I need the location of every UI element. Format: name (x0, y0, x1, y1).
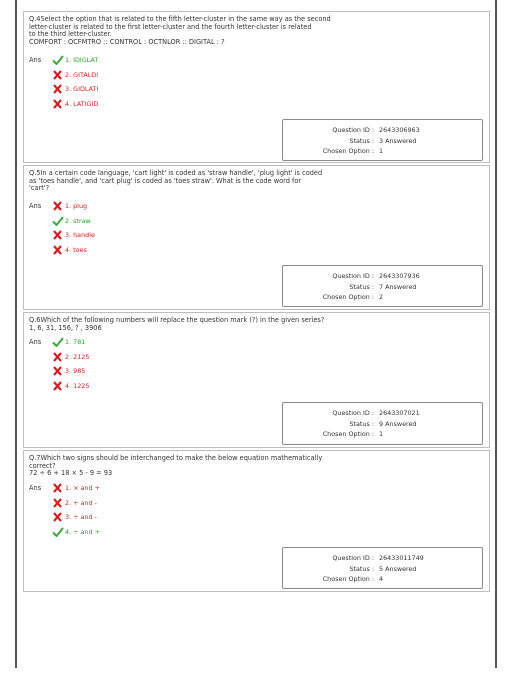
ans-label: Ans (29, 484, 42, 492)
question-id-row (283, 126, 482, 135)
question-text: Q.5In a certain code language, 'cart light' is coded as 'straw handle', 'plug light' is coded as 'toes handle', and 'cart plug' is coded as 'toes straw'. What is the code word for 'cart'? (29, 169, 323, 193)
option-label: 3. ÷ and - (65, 513, 97, 521)
option-label: 4. LATIGID (65, 100, 99, 108)
option-label: 2. GITALDI (65, 71, 99, 79)
info-value: 3 Answered (379, 137, 417, 145)
cross-icon (52, 245, 64, 255)
check-icon (52, 55, 64, 65)
cross-icon (52, 352, 64, 362)
info-value: 2643306963 (379, 126, 420, 134)
question-block-7 (23, 450, 490, 592)
status-row (283, 420, 482, 429)
option-label: 1. 781 (65, 338, 86, 346)
cross-icon (52, 201, 64, 211)
info-key: Chosen Option : (322, 430, 374, 438)
info-value: 7 Answered (379, 283, 417, 291)
option-4 (52, 381, 89, 391)
check-icon (52, 527, 64, 537)
option-label: 4. toes (65, 246, 87, 254)
info-key: Chosen Option : (322, 575, 374, 583)
status-row (283, 137, 482, 146)
option-1 (52, 55, 98, 65)
info-value: 26433011749 (379, 554, 424, 562)
question-info-box (282, 547, 483, 589)
cross-icon (52, 512, 64, 522)
option-label: 1. IDIGLAT (65, 56, 99, 64)
cross-icon (52, 366, 64, 376)
info-key: Question ID : (332, 409, 374, 417)
status-row (283, 565, 482, 574)
question-block-6 (23, 312, 490, 448)
info-key: Chosen Option : (322, 293, 374, 301)
ans-label: Ans (29, 338, 42, 346)
chosen-option-row (283, 575, 482, 584)
question-text: Q.4Select the option that is related to the fifth letter-cluster in the same way as the second letter-cluster is related to the first letter-cluster and the fourth letter-cluster is related to the third letter-cluster. COMFORT : OCFMTRO :: CONTROL : OCTNLOR :: DIGITAL : ? (29, 15, 331, 46)
ans-label: Ans (29, 56, 42, 64)
option-3 (52, 512, 97, 522)
info-value: 5 Answered (379, 565, 417, 573)
info-value: 9 Answered (379, 420, 417, 428)
info-value: 2643307021 (379, 409, 420, 417)
option-4 (52, 245, 87, 255)
option-2 (52, 352, 89, 362)
option-2 (52, 498, 97, 508)
question-info-box (282, 119, 483, 161)
option-label: 1. plug (65, 202, 88, 210)
info-value: 1 (379, 430, 384, 438)
option-label: 2. 2125 (65, 353, 90, 361)
option-4 (52, 99, 98, 109)
option-label: 2. + and - (65, 499, 97, 507)
option-2 (52, 216, 91, 226)
option-2 (52, 70, 98, 80)
info-key: Status : (349, 137, 374, 145)
option-1 (52, 337, 85, 347)
option-3 (52, 84, 98, 94)
status-row (283, 283, 482, 292)
cross-icon (52, 381, 64, 391)
check-icon (52, 337, 64, 347)
question-info-box (282, 402, 483, 445)
info-key: Question ID : (332, 272, 374, 280)
cross-icon (52, 498, 64, 508)
chosen-option-row (283, 293, 482, 302)
option-label: 3. GIDLATI (65, 85, 99, 93)
question-block-5 (23, 165, 490, 310)
info-value: 4 (379, 575, 384, 583)
option-label: 2. straw (65, 217, 91, 225)
option-1 (52, 483, 100, 493)
ans-label: Ans (29, 202, 42, 210)
option-label: 4. 1225 (65, 382, 90, 390)
info-value: 2 (379, 293, 384, 301)
cross-icon (52, 483, 64, 493)
option-1 (52, 201, 87, 211)
option-label: 3. 985 (65, 367, 86, 375)
question-id-row (283, 409, 482, 418)
question-info-box (282, 265, 483, 307)
question-block-4 (23, 11, 490, 163)
info-key: Question ID : (332, 554, 374, 562)
chosen-option-row (283, 430, 482, 439)
option-4 (52, 527, 100, 537)
info-key: Chosen Option : (322, 147, 374, 155)
page-right-border (495, 0, 497, 668)
cross-icon (52, 230, 64, 240)
info-key: Status : (349, 565, 374, 573)
option-3 (52, 230, 95, 240)
page-left-border (15, 0, 17, 668)
info-value: 1 (379, 147, 384, 155)
question-text: Q.7Which two signs should be interchanged to make the below equation mathematically correct? 72 ÷ 6 + 18 × 5 - 9 = 93 (29, 454, 323, 478)
option-label: 3. handle (65, 231, 95, 239)
cross-icon (52, 70, 64, 80)
option-label: 4. ÷ and + (65, 528, 100, 536)
cross-icon (52, 84, 64, 94)
option-3 (52, 366, 85, 376)
info-key: Status : (349, 420, 374, 428)
info-value: 2643307936 (379, 272, 420, 280)
info-key: Question ID : (332, 126, 374, 134)
option-label: 1. × and + (65, 484, 100, 492)
question-id-row (283, 554, 482, 563)
question-id-row (283, 272, 482, 281)
question-text: Q.6Which of the following numbers will replace the question mark (?) in the given series? 1, 6, 31, 156, ? , 3906 (29, 316, 325, 332)
cross-icon (52, 99, 64, 109)
check-icon (52, 216, 64, 226)
chosen-option-row (283, 147, 482, 156)
info-key: Status : (349, 283, 374, 291)
